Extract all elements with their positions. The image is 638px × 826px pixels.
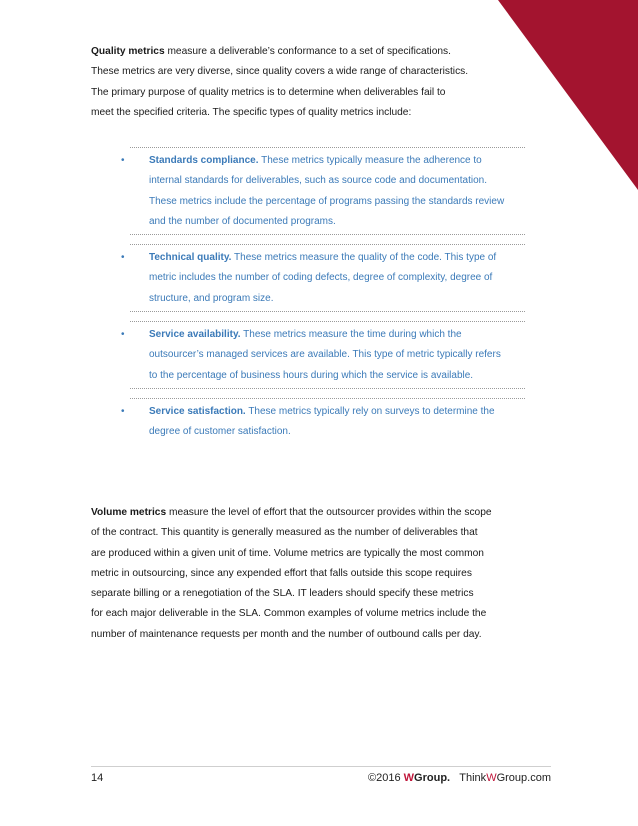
- list-item-title: Technical quality.: [149, 252, 232, 264]
- bullet-icon: •: [121, 329, 125, 341]
- list-item: • Standards compliance. These metrics typically measure the adherence to internal standards for deliverables, such as source code and documentation. These metrics include the percentage of programs passing the standards review and the number of documented programs.: [130, 147, 525, 235]
- list-item-title: Service satisfaction.: [149, 405, 246, 417]
- page-number: 14: [91, 772, 104, 784]
- bullet-icon: •: [121, 405, 125, 417]
- list-item: • Service availability. These metrics measure the time during which the outsourcer’s managed services are available. This type of metric typically refers to the percentage of business hours during which the service is available.: [130, 321, 525, 389]
- quality-metrics-list: [121, 147, 525, 454]
- list-item: • Service satisfaction. These metrics typically rely on surveys to determine the degree of customer satisfaction.: [130, 398, 525, 445]
- footer-divider: [91, 766, 551, 767]
- footer-copyright: ©2016 WGroup. ThinkWGroup.com: [368, 772, 551, 784]
- list-item: • Technical quality. These metrics measure the quality of the code. This type of metric includes the number of coding defects, degree of complexity, degree of structure, and program size.: [130, 244, 525, 312]
- bullet-icon: •: [121, 155, 125, 166]
- quality-metrics-paragraph: Quality metrics measure a deliverable’s conformance to a set of specifications. These metrics are very diverse, since quality covers a wide range of characteristics. The primary purpose of quality metrics is to determine when deliverables fail to meet the specified criteria. The specific types of quality metrics include:: [91, 46, 469, 118]
- website-link[interactable]: ThinkWGroup.com: [459, 772, 551, 784]
- bullet-icon: •: [121, 252, 125, 264]
- list-item-title: Standards compliance.: [149, 155, 259, 166]
- volume-metrics-paragraph: Volume metrics measure the level of effort that the outsourcer provides within the scope of the contract. This quantity is generally measured as the number of deliverables that are produced within a given unit of time. Volume metrics are typically the most common metric in outsourcing, since any expended effort that falls outside this scope requires separate billing or a renegotiation of the SLA. IT leaders should specify these metrics for each major deliverable in the SLA. Common examples of volume metrics include the number of maintenance requests per month and the number of outbound calls per day.: [91, 507, 492, 640]
- volume-metrics-lead: Volume metrics: [91, 507, 167, 518]
- list-item-title: Service availability.: [149, 329, 241, 341]
- quality-metrics-lead: Quality metrics: [91, 46, 165, 57]
